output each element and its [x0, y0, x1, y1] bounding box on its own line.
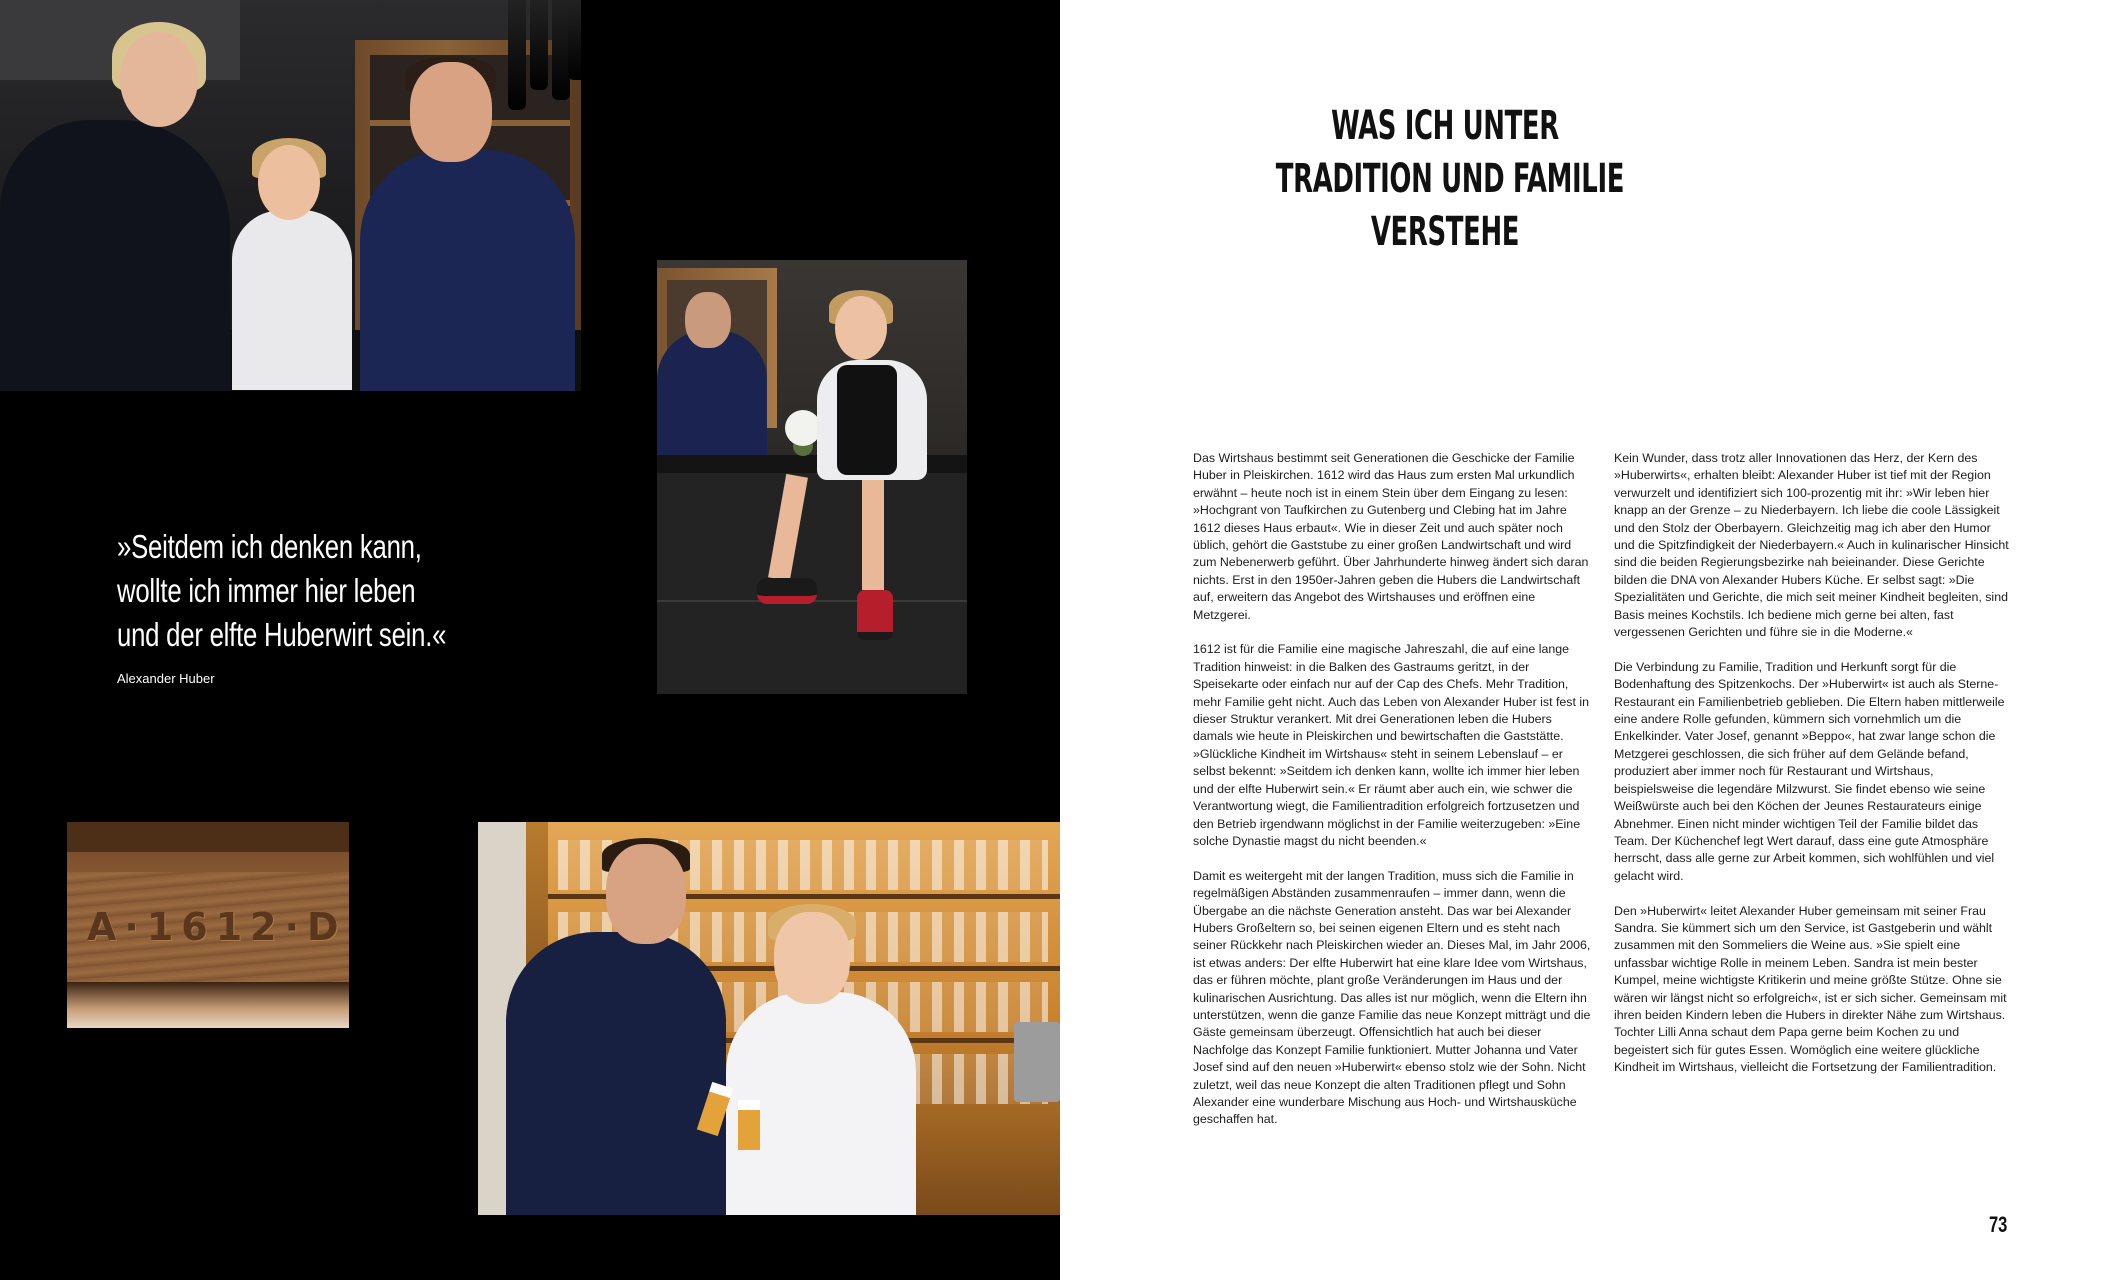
quote-line: »Seitdem ich denken kann,: [117, 528, 422, 565]
paragraph: Das Wirtshaus bestimmt seit Generationen die Geschicke der Familie Huber in Pleiskirchen. 1612 wird das Haus zum ersten Mal urkundlich erwähnt – heute noch ist in einem Stein über dem Eingang zu lesen: »Hochgrant von Taufkirchen zu Gutenberg und Clebing hat im Jahre 1612 dieses Haus erbaut«. Wie in dieser Zeit und auch später noch üblich, gehört die Gaststube zu einer großen Landwirtschaft und wird zum Nebenerwerb geführt. Über Jahrhunderte hinweg ändert sich daran nichts. Erst in den 1950er-Jahren geben die Hubers die Landwirtschaft auf, erweitern das Angebot des Wirtshauses und eröffnen eine Metzgerei.: [1193, 451, 1589, 622]
photo-family-kitchen: [0, 0, 581, 391]
text-column-right: [1614, 450, 2014, 1094]
text-column-left: [1193, 450, 1593, 1146]
photo-bar-toast: [478, 822, 1060, 1215]
title-line: VERSTEHE: [1370, 209, 1520, 255]
paragraph: Die Verbindung zu Familie, Tradition und Herkunft sorgt für die Bodenhaftung des Spitzenkochs. Der »Huberwirt« ist auch als Sterne-Restaurant ein Familienbetrieb geblieben. Die Eltern haben mittlerweile eine andere Rolle gefunden, kümmern sich vornehmlich um die Enkelkinder. Vater Josef, genannt »Beppo«, hat zwar lange schon die Metzgerei geschlossen, die sich früher auf dem Gelände befand, produziert aber immer noch für Restaurant und Wirtshaus, beispielsweise die legendäre Milzwurst. Sie findet ebenso wie seine Weißwürste auch bei den Köchen der Jeunes Restaurateurs einige Abnehmer. Einen nicht minder wichtigen Teil der Familie bildet das Team. Der Küchenchef legt Wert darauf, dass eine gute Atmosphäre herrscht, dass alle gerne zur Arbeit kommen, sich wohlfühlen und viel gelacht wird.: [1614, 659, 2005, 883]
quote-author: Alexander Huber: [117, 671, 215, 686]
paragraph: 1612 ist für die Familie eine magische Jahreszahl, die auf eine lange Tradition hinweist: in die Balken des Gastraums geritzt, in der Speisekarte oder einfach nur auf der Cap des Chefs. Mehr Tradition, mehr Familie geht nicht. Auch das Leben von Alexander Huber ist fest in dieser Struktur verankert. Mit drei Generationen leben die Hubers damals wie heute in Pleiskirchen und bewirtschaften die Gaststätte. »Glückliche Kindheit im Wirtshaus« steht in seinem Lebenslauf – er selbst bekennt: »Seitdem ich denken kann, wollte ich immer hier leben und der elfte Huberwirt sein.« Er räumt aber auch ein, wie schwer die Verantwortung wiegt, die Familientradition erfolgreich fortzusetzen und den Betrieb irgendwann möglichst in der Familie weiterzugeben: »Eine solche Dynastie magst du nicht beenden.«: [1193, 642, 1590, 848]
pull-quote: [117, 525, 447, 657]
quote-line: wollte ich immer hier leben: [117, 572, 416, 609]
paragraph: Kein Wunder, dass trotz aller Innovationen das Herz, der Kern des »Huberwirts«, erhalten bleibt: Alexander Huber ist tief mit der Region verwurzelt und identifiziert sich 100-prozentig mit ihr: »Wir leben hier knapp an der Grenze – zu Niederbayern. Ich liebe die coole Lässigkeit und den Stolz der Oberbayern. Gleichzeitig mag ich aber den Humor und die Spitzfindigkeit der Niederbayern.« Auch in kulinarischer Hinsicht sind die beiden Regierungsbezirke nah beieinander. Diese Gerichte bilden die DNA von Alexander Hubers Küche. Er selbst sagt: »Die Spezialitäten und Gerichte, die mich seit meiner Kindheit begleiten, sind Basis meines Kochstils. Ich bediene mich gerne bei alten, fast vergessenen Gerichten und führe sie in die Moderne.«: [1614, 451, 2009, 640]
right-page: [1060, 0, 2119, 1280]
beam-carving-text: A·1612·D: [87, 905, 347, 949]
title-line: WAS ICH UNTER: [1331, 103, 1559, 149]
paragraph: Den »Huberwirt« leitet Alexander Huber gemeinsam mit seiner Frau Sandra. Sie kümmert sich um den Service, ist Gastgeberin und wählt zusammen mit den Sommeliers die Weine aus. »Sie spielt eine unfassbar wichtige Rolle in meinem Leben. Sandra ist mein bester Kumpel, meine wichtigste Kritikerin und meine größte Stütze. Ohne sie wären wir längst nicht so erfolgreich«, ist er sich sicher. Gemeinsam mit ihren beiden Kindern leben die Hubers in direkter Nähe zum Wirtshaus. Tochter Lilli Anna schaut dem Papa gerne beim Kochen zu und begeistert sich für gutes Essen. Womöglich eine weitere glückliche Kindheit im Wirtshaus, vielleicht die Fortsetzung der Familientradition.: [1614, 903, 2007, 1075]
paragraph: Damit es weitergeht mit der langen Tradition, muss sich die Familie in regelmäßigen Abständen zusammenraufen – immer dann, wenn die Übergabe an die nächste Generation ansteht. Das war bei Alexander Hubers Großeltern so, bei seinen eigenen Eltern und es steht nach seiner Rückkehr nach Pleiskirchen wieder an. Dieses Mal, im Jahr 2006, ist etwas anders: Der elfte Huberwirt hat eine klare Idee vom Wirtshaus, das er führen möchte, plant große Veränderungen im Haus und der kulinarischen Ausrichtung. Das alles ist nur möglich, wenn die Eltern ihn unterstützen, wenn die ganze Familie das neue Konzept mitträgt und die Gäste gemeinsam überzeugt. Offensichtlich hat auch bei dieser Nachfolge das Konzept Familie funktioniert. Mutter Johanna und Vater Josef sind auf den neuen »Huberwirt« ebenso stolz wie der Sohn. Nicht zuletzt, weil das neue Konzept die alten Traditionen pflegt und Sohn Alexander eine wunderbare Mischung aus Hoch- und Wirtshausküche geschaffen hat.: [1193, 868, 1591, 1127]
title-line: TRADITION UND FAMILIE: [1275, 156, 1625, 202]
photo-wood-beam-carving: [67, 822, 349, 1028]
page-number: 73: [1989, 1212, 2008, 1237]
chapter-title: [1210, 100, 1680, 259]
photo-girl-on-counter: [657, 260, 967, 694]
quote-line: und der elfte Huberwirt sein.«: [117, 616, 447, 653]
